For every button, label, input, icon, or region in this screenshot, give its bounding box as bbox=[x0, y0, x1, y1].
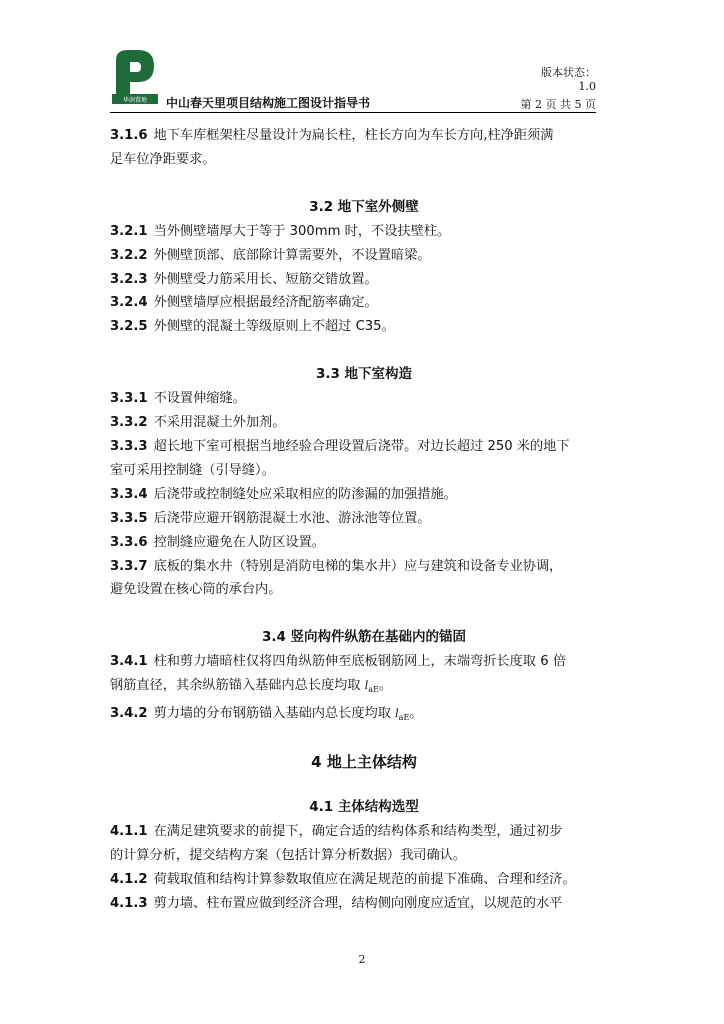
clause-text: 后浇带或控制缝处应采取相应的防渗漏的加强措施。 bbox=[153, 486, 457, 502]
clause-number: 3.4.1 bbox=[110, 654, 148, 670]
clause-text: 剪力墙的分布钢筋锚入基础内总长度均取 bbox=[153, 706, 396, 722]
clause-text: 柱和剪力墙暗柱仅将四角纵筋伸至底板钢筋网上，末端弯折长度取 6 倍 bbox=[153, 654, 566, 670]
clause-number: 3.3.4 bbox=[110, 486, 148, 502]
clause-3-4-1-cont: 钢筋直径，其余纵筋锚入基础内总长度均取 $l_{aE}$。 bbox=[110, 678, 393, 695]
clause-3-3-7-cont: 避免设置在核心筒的承台内。 bbox=[110, 582, 282, 598]
document-title: 中山春天里项目结构施工图设计指导书 bbox=[166, 96, 371, 110]
clause-3-3-7 bbox=[110, 555, 618, 579]
clause-3-3-6 bbox=[110, 531, 618, 555]
clause-3-1-6 bbox=[110, 124, 618, 148]
version-label: 版本状态： bbox=[541, 66, 596, 79]
clause-text: 后浇带应避开钢筋混凝土水池、游泳池等位置。 bbox=[153, 510, 431, 526]
clause-3-2-5 bbox=[110, 315, 618, 339]
clause-text: 在满足建筑要求的前提下，确定合适的结构体系和结构类型，通过初步 bbox=[153, 824, 563, 840]
clause-3-4-2: 3.4.2 剪力墙的分布钢筋锚入基础内总长度均取 $l_{aE}$。 bbox=[110, 706, 423, 723]
clause-number: 3.3.3 bbox=[110, 438, 148, 454]
clause-3-2-2 bbox=[110, 244, 618, 268]
clause-number: 3.2.4 bbox=[110, 295, 148, 311]
version-value: 1.0 bbox=[578, 80, 596, 93]
page-number: 2 bbox=[358, 953, 366, 966]
clause-text: 外侧壁墙厚应根据最经济配筋率确定。 bbox=[153, 295, 378, 311]
clause-3-3-1 bbox=[110, 387, 618, 411]
clause-text: 当外侧壁墙厚大于等于 300mm 时，不设扶壁柱。 bbox=[153, 223, 451, 239]
document-body bbox=[110, 124, 618, 916]
clause-3-3-3 bbox=[110, 435, 618, 459]
clause-3-1-6-cont: 足车位净距要求。 bbox=[110, 151, 216, 167]
clause-3-4-1 bbox=[110, 650, 618, 674]
clause-text: 底板的集水井（特别是消防电梯的集水井）应与建筑和设备专业协调， bbox=[153, 558, 563, 574]
clause-number: 3.3.7 bbox=[110, 558, 148, 574]
clause-number: 3.3.6 bbox=[110, 534, 148, 550]
heading-4: 4 地上主体结构 bbox=[311, 753, 417, 772]
clause-text: 钢筋直径，其余纵筋锚入基础内总长度均取 bbox=[110, 678, 365, 694]
clause-number: 3.2.5 bbox=[110, 319, 148, 335]
clause-number: 4.1.1 bbox=[110, 824, 148, 840]
laE-symbol: $l_{aE}$ bbox=[364, 679, 379, 695]
clause-4-1-1-cont: 的计算分析，提交结构方案（包括计算分析数据）我司确认。 bbox=[110, 848, 467, 864]
clause-3-3-5 bbox=[110, 507, 618, 531]
clause-number: 3.2.1 bbox=[110, 223, 148, 239]
clause-number: 3.3.5 bbox=[110, 510, 148, 526]
version-status bbox=[541, 66, 596, 94]
clause-3-3-4 bbox=[110, 483, 618, 507]
clause-3-2-3 bbox=[110, 268, 618, 292]
heading-3-4: 3.4 竖向构件纵筋在基础内的锚固 bbox=[261, 629, 467, 646]
clause-text: 剪力墙、柱布置应做到经济合理，结构侧向刚度应适宜，以规范的水平 bbox=[153, 895, 563, 911]
clause-number: 3.1.6 bbox=[110, 128, 148, 143]
company-logo bbox=[110, 46, 160, 106]
clause-text: 外侧壁顶部、底部除计算需要外，不设置暗梁。 bbox=[153, 247, 431, 263]
header-divider bbox=[110, 112, 596, 113]
clause-number: 4.1.3 bbox=[110, 895, 148, 911]
clause-text: 荷载取值和结构计算参数取值应在满足规范的前提下准确、合理和经济。 bbox=[153, 871, 576, 887]
clause-text: 不采用混凝土外加剂。 bbox=[153, 415, 286, 431]
clause-number: 4.1.2 bbox=[110, 871, 148, 887]
clause-text: 控制缝应避免在人防区设置。 bbox=[153, 534, 325, 550]
clause-number: 3.3.2 bbox=[110, 415, 148, 431]
clause-3-3-2 bbox=[110, 411, 618, 435]
clause-number: 3.2.2 bbox=[110, 247, 148, 263]
page-header bbox=[110, 46, 596, 114]
clause-text: 不设置伸缩缝。 bbox=[153, 391, 246, 407]
logo-text: 华润置地 bbox=[122, 97, 148, 104]
heading-3-2: 3.2 地下室外侧壁 bbox=[309, 198, 419, 215]
clause-4-1-1 bbox=[110, 820, 618, 844]
heading-4-1: 4.1 主体结构选型 bbox=[309, 799, 419, 816]
clause-3-2-4 bbox=[110, 291, 618, 315]
laE-symbol: $l_{aE}$ bbox=[395, 707, 410, 723]
page-info: 第 2 页 共 5 页 bbox=[520, 98, 596, 111]
clause-4-1-3 bbox=[110, 892, 618, 916]
clause-number: 3.3.1 bbox=[110, 391, 148, 407]
clause-3-3-3-cont: 室可采用控制缝（引导缝）。 bbox=[110, 462, 275, 478]
clause-text: 外侧壁的混凝土等级原则上不超过 C35。 bbox=[153, 319, 395, 335]
clause-text: 地下车库框架柱尽量设计为扁长柱，柱长方向为车长方向,柱净距须满 bbox=[153, 128, 554, 143]
clause-3-2-1 bbox=[110, 220, 618, 244]
clause-4-1-2 bbox=[110, 868, 618, 892]
clause-text: 超长地下室可根据当地经验合理设置后浇带。对边长超过 250 米的地下 bbox=[153, 438, 570, 454]
clause-text: 外侧壁受力筋采用长、短筋交错放置。 bbox=[153, 271, 378, 287]
clause-number: 3.4.2 bbox=[110, 706, 148, 722]
heading-3-3: 3.3 地下室构造 bbox=[315, 366, 413, 383]
clause-number: 3.2.3 bbox=[110, 271, 148, 287]
